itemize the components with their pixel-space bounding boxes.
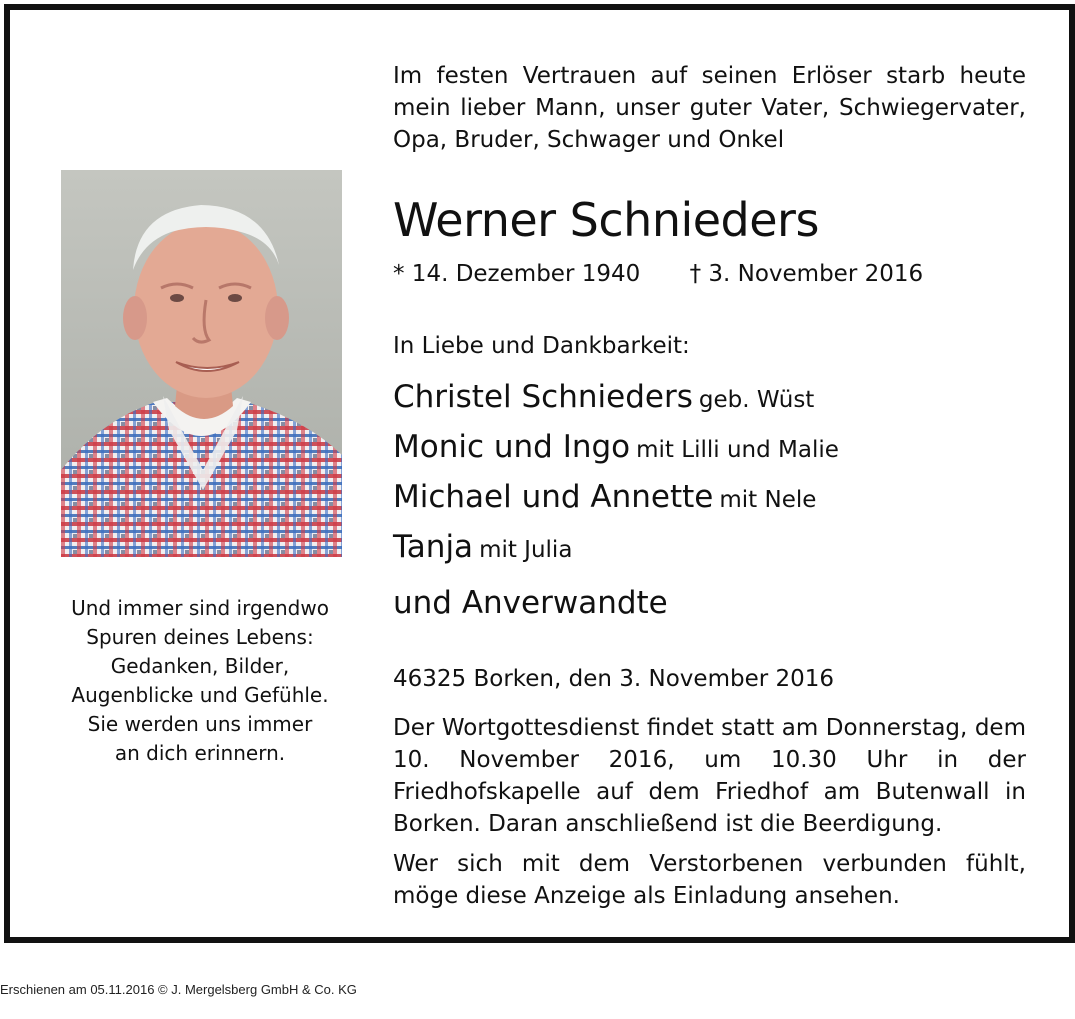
family-member-extra: mit Lilli und Malie (636, 437, 839, 463)
deceased-name: Werner Schnieders (393, 193, 819, 247)
memorial-poem (40, 594, 360, 768)
family-member (393, 522, 839, 572)
family-member (393, 472, 839, 522)
publication-footer: Erschienen am 05.11.2016 © J. Mergelsberg GmbH & Co. KG (0, 982, 357, 997)
service-info: Der Wortgottesdienst findet statt am Donnerstag, dem 10. November 2016, um 10.30 Uhr in der Friedhofskapelle auf dem Friedhof am Butenwall in Borken. Daran anschließend ist die Beerdigung. (393, 715, 1026, 837)
poem-line: Spuren deines Lebens: (86, 625, 314, 649)
poem-line: Sie werden uns immer (87, 712, 313, 736)
death-date: † 3. November 2016 (689, 261, 924, 287)
relatives-line: und Anverwandte (393, 585, 668, 621)
poem-line: an dich erinnern. (114, 741, 286, 765)
love-line: In Liebe und Dankbarkeit: (393, 333, 690, 359)
family-member-name: Christel Schnieders (393, 379, 693, 415)
poem-line: Augenblicke und Gefühle. (71, 683, 329, 707)
family-member-name: Michael und Annette (393, 479, 714, 515)
poem-line: Gedanken, Bilder, (110, 654, 290, 678)
life-dates (393, 258, 923, 290)
family-list (393, 372, 839, 572)
birth-date: * 14. Dezember 1940 (393, 261, 641, 287)
portrait-illustration (61, 170, 342, 557)
family-member-extra: mit Nele (719, 487, 817, 513)
family-member-extra: geb. Wüst (698, 387, 815, 413)
family-member-name: Tanja (393, 529, 474, 565)
intro-text: Im festen Vertrauen auf seinen Erlöser starb heute mein lieber Mann, unser guter Vater, Schwiegervater, Opa, Bruder, Schwager und Onkel (393, 63, 1026, 153)
poem-line: Und immer sind irgendwo (71, 596, 329, 620)
family-member (393, 372, 839, 422)
invitation-note: Wer sich mit dem Verstorbenen verbunden fühlt, möge diese Anzeige als Einladung ansehen. (393, 851, 1026, 909)
family-member (393, 422, 839, 472)
family-member-name: Monic und Ingo (393, 429, 631, 465)
place-date: 46325 Borken, den 3. November 2016 (393, 666, 835, 692)
family-member-extra: mit Julia (479, 537, 573, 563)
portrait-photo (61, 170, 342, 557)
